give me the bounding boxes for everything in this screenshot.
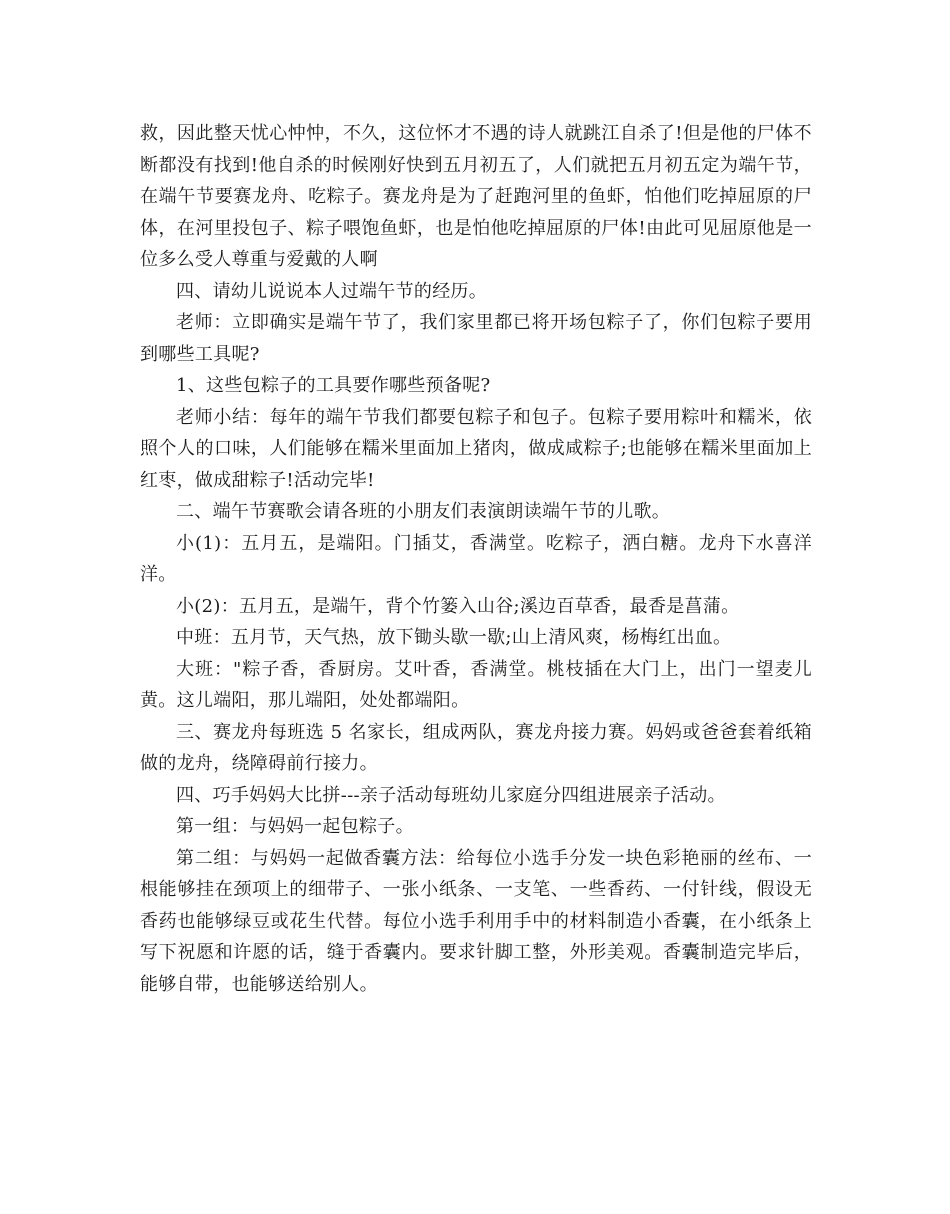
paragraph: 第二组：与妈妈一起做香囊方法：给每位小选手分发一块色彩艳丽的丝布、一根能够挂在颈项上的细带子、一张小纸条、一支笔、一些香药、一付针线，假设无香药也能够绿豆或花生代替。每位小选手利用手中的材料制造小香囊，在小纸条上写下祝愿和许愿的话，缝于香囊内。要求针脚工整，外形美观。香囊制造完毕后，能够自带，也能够送给别人。 (140, 847, 812, 995)
paragraph: 小(2)：五月五，是端午，背个竹篓入山谷;溪边百草香，最香是菖蒲。 (176, 595, 740, 617)
paragraph: 三、赛龙舟每班选 5 名家长，组成两队，赛龙舟接力赛。妈妈或爸爸套着纸箱做的龙舟，绕障碍前行接力。 (140, 721, 812, 774)
paragraph: 四、巧手妈妈大比拼---亲子活动每班幼儿家庭分四组进展亲子活动。 (176, 784, 726, 806)
paragraph: 小(1)：五月五，是端阳。门插艾，香满堂。吃粽子，洒白糖。龙舟下水喜洋洋。 (140, 532, 812, 585)
paragraph: 第一组：与妈妈一起包粽子。 (176, 816, 414, 837)
paragraph: 中班：五月节，天气热，放下锄头歇一歇;山上清风爽，杨梅红出血。 (176, 627, 732, 648)
document-body (140, 118, 812, 1000)
paragraph: 二、端午节赛歌会请各班的小朋友们表演朗读端午节的儿歌。 (176, 501, 671, 522)
paragraph: 四、请幼儿说说本人过端午节的经历。 (176, 280, 488, 302)
paragraph: 老师小结：每年的端午节我们都要包粽子和包子。包粽子要用粽叶和糯米，依照个人的口味，人们能够在糯米里面加上猪肉，做成咸粽子;也能够在糯米里面加上红枣，做成甜粽子!活动完毕! (140, 406, 812, 491)
paragraph: 1、这些包粽子的工具要作哪些预备呢? (176, 375, 491, 396)
paragraph: 救，因此整天忧心忡忡，不久，这位怀才不遇的诗人就跳江自杀了!但是他的尸体不断都没有找到!他自杀的时候刚好快到五月初五了，人们就把五月初五定为端午节，在端午节要赛龙舟、吃粽子。赛龙舟是为了赶跑河里的鱼虾，怕他们吃掉屈原的尸体，在河里投包子、粽子喂饱鱼虾，也是怕他吃掉屈原的尸体!由此可见屈原他是一位多么受人尊重与爱戴的人啊 (140, 123, 812, 270)
paragraph: 老师：立即确实是端午节了，我们家里都已将开场包粽子了，你们包粽子要用到哪些工具呢? (140, 312, 812, 365)
paragraph: 大班："粽子香，香厨房。艾叶香，香满堂。桃枝插在大门上，出门一望麦儿黄。这儿端阳，那儿端阳，处处都端阳。 (140, 658, 812, 711)
